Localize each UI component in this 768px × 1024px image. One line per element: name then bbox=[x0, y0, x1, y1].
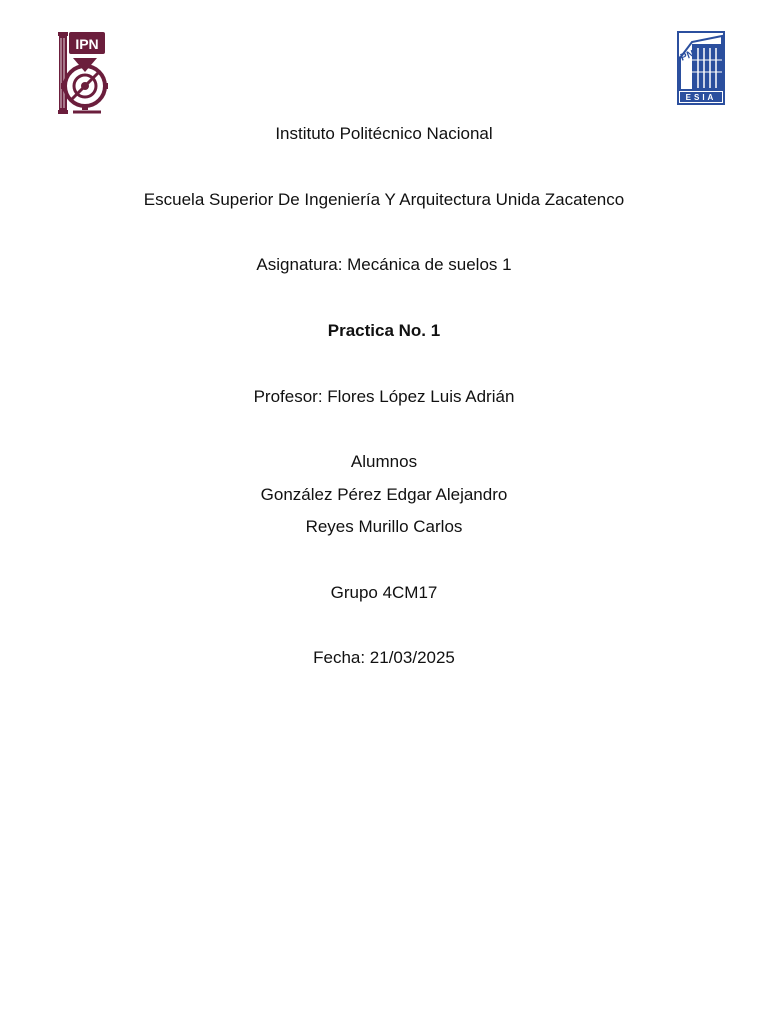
ipn-logo bbox=[55, 28, 109, 118]
svg-text:ESIA: ESIA bbox=[685, 93, 717, 102]
group: Grupo 4CM17 bbox=[330, 583, 438, 602]
date: Fecha: 21/03/2025 bbox=[313, 648, 455, 667]
practice-title: Practica No. 1 bbox=[327, 321, 441, 340]
svg-text:IPN: IPN bbox=[75, 36, 99, 52]
ipn-seal-icon bbox=[55, 28, 109, 118]
subject: Asignatura: Mecánica de suelos 1 bbox=[256, 255, 512, 274]
svg-text:IPN: IPN bbox=[676, 48, 696, 65]
student-name: Reyes Murillo Carlos bbox=[305, 517, 463, 536]
professor: Profesor: Flores López Luis Adrián bbox=[253, 387, 515, 406]
school-name: Escuela Superior De Ingeniería Y Arquitectura Unida Zacatenco bbox=[143, 190, 625, 209]
students-heading: Alumnos bbox=[350, 452, 418, 471]
student-name: González Pérez Edgar Alejandro bbox=[260, 485, 508, 504]
esia-logo bbox=[676, 30, 726, 106]
esia-building-icon bbox=[676, 30, 726, 106]
institution-name: Instituto Politécnico Nacional bbox=[275, 124, 493, 143]
